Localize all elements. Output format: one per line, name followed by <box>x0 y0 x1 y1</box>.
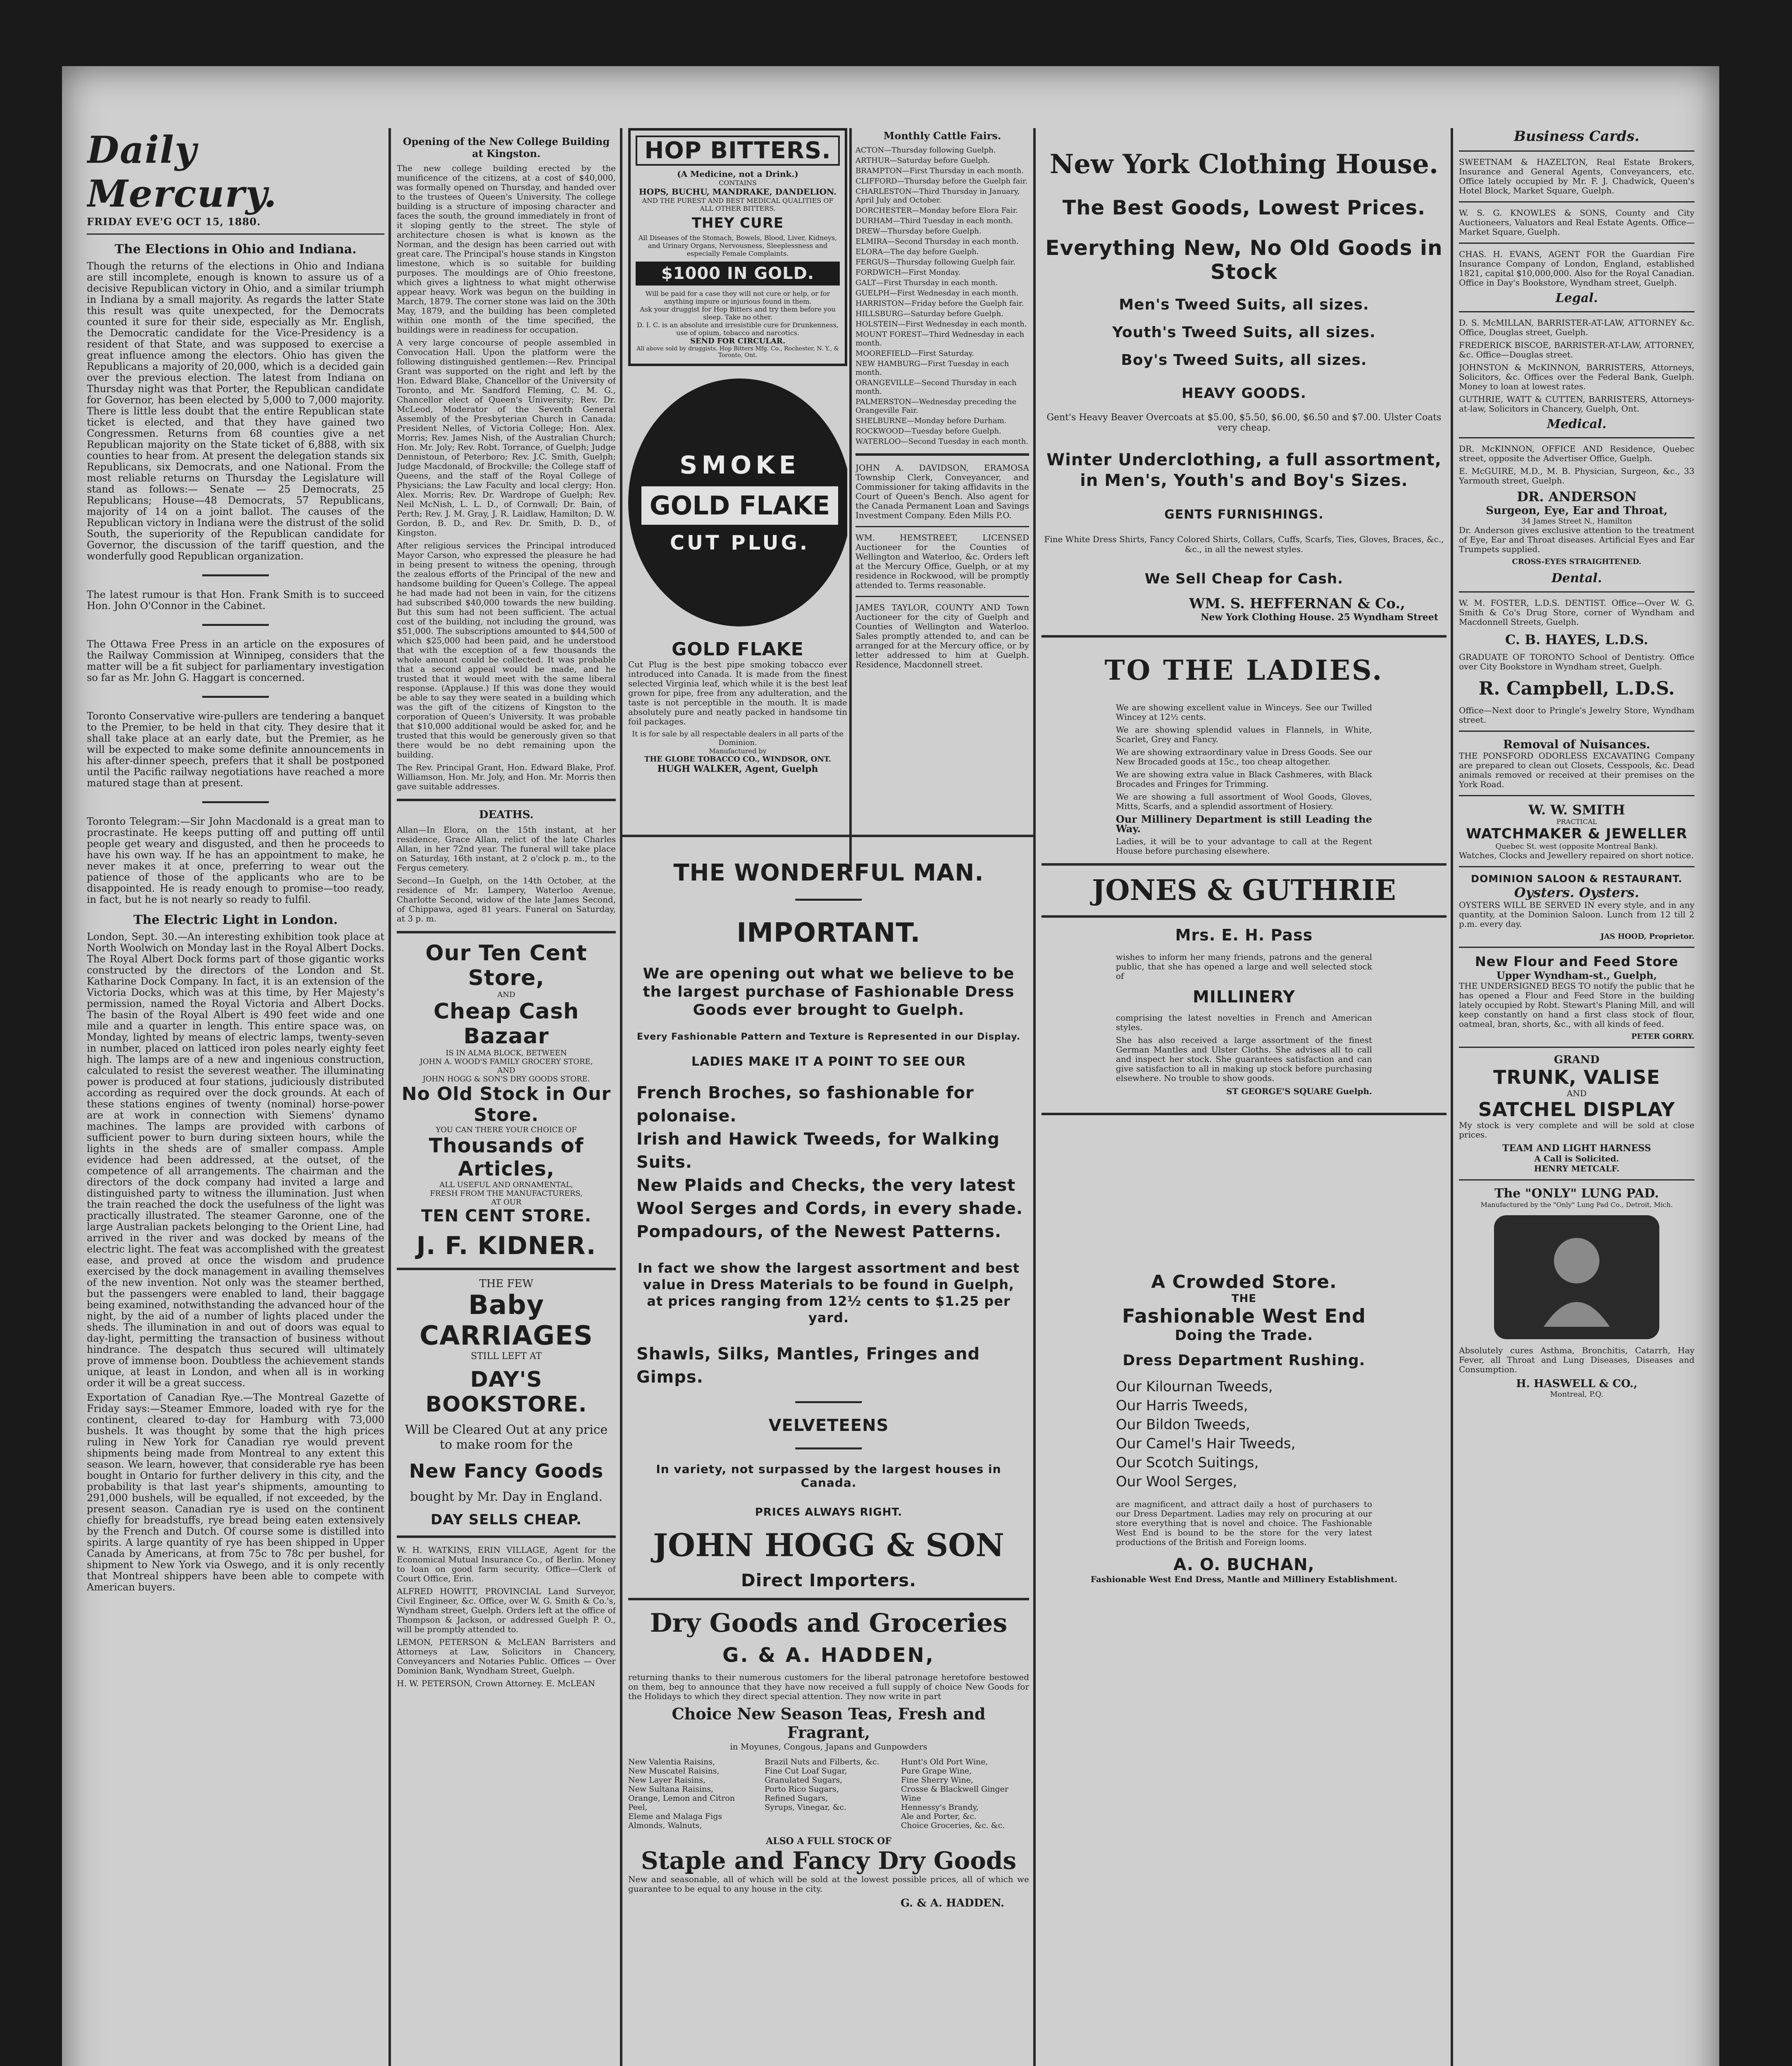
ad-line: THE FEW <box>479 1278 534 1290</box>
ad-line: Gent's Heavy Beaver Overcoats at $5.00, $5.50, $6.00, $6.50 and $7.00. Ulster Coats very cheap. <box>1046 412 1442 433</box>
fair-entry: GUELPH—First Wednesday in each month. <box>855 289 1019 298</box>
business-card: CHAS. H. EVANS, AGENT FOR the Guardian Fire Insurance Company of London, England, established 1821, capital $10,000,000. Also for the Royal Canadian. Office in Day's Bookstore, Wyndham street, Guelph. <box>1459 249 1694 288</box>
ad-line: Every Fashionable Pattern and Texture is Represented in our Display. <box>636 1032 1021 1042</box>
ad-line: Boy's Tweed Suits, all sizes. <box>1121 352 1367 369</box>
tweed-item: Our Kilournan Tweeds, <box>1116 1378 1273 1395</box>
ad-line: Our Millinery Department is still Leading the Way. <box>1116 813 1372 835</box>
ad-line: ST GEORGE'S SQUARE Guelph. <box>1226 1086 1372 1096</box>
hadden-goods-table <box>628 1757 1029 1830</box>
ad-line: STILL LEFT AT <box>471 1351 542 1361</box>
article-paragraph: The Ottawa Free Press in an article on the exposures of the Railway Commission at Winnipeg, considers that the matter will be a fit subject for parliamentary investigation so far as Mr. John G. Haggart is concerned. <box>87 638 384 683</box>
section-heading: Business Cards. <box>1514 128 1639 145</box>
ad-headline: THE WONDERFUL MAN. <box>673 859 984 886</box>
article-paragraph: After religious services the Principal introduced Mayor Carson, who expressed the pleasure he had in being present to witness the opening, through the zealous efforts of the Principal of the new and handsome building for Queen's College. The appeal he had made had not been in vain, for the citizens had subscribed $40,000 towards the new building. But this sum had not been sufficient. The actual cost of the building, not including the ground, was $51,000. The subscriptions amounted to $44,500 of which $25,000 had been paid, and he understood that with the exception of a few thousands the whole amount could be collected. It was probable that a second appeal would be made, and he trusted that it would meet with the same liberal response. (Applause.) If this was done they would be able to say they were seated in a building which was the gift of the citizens of Kingston to the corporation of Queen's University. It was probable that $10,000 additional would be asked for, and he trusted that this would be generously given so that there would be no debt remaining upon the building. <box>397 540 616 759</box>
column-5 <box>1459 128 1694 2066</box>
card-line: CROSS-EYES STRAIGHTENED. <box>1512 557 1642 566</box>
dateline: FRIDAY EVE'G OCT 15, 1880. <box>87 216 261 228</box>
card-heading: TRUNK, VALISE <box>1493 1066 1660 1088</box>
fair-entry: MOUNT FOREST—Third Wednesday in each month. <box>855 330 1025 348</box>
business-card: LEMON, PETERSON & McLEAN Barristers and Attorneys at Law, Solicitors in Chancery, Conveyancers and Notaries Public. Offices — Over Dominion Bank, Wyndham Street, Guelph. <box>397 1637 616 1676</box>
fairs-title: Monthly Cattle Fairs. <box>883 130 1001 142</box>
card-line: PRACTICAL <box>1556 818 1597 826</box>
tweed-item: Our Bildon Tweeds, <box>1116 1416 1250 1433</box>
death-notice: Allan—In Elora, on the 15th instant, at her residence, Grace Allan, relict of the late Charles Allan, in her 72nd year. The funeral will take place on Saturday, 16th instant, at 2 o'clock p. m., to the Fergus cemetery. <box>397 825 616 873</box>
card-line: 34 James Street N., Hamilton <box>1521 517 1632 526</box>
ad-line: Doing the Trade. <box>1175 1327 1313 1344</box>
ad-line: in Moyunes, Congous, Japans and Gunpowders <box>730 1742 927 1752</box>
business-card: H. W. PETERSON, Crown Attorney. E. McLEAN <box>397 1678 595 1688</box>
section-heading: Medical. <box>1547 417 1607 431</box>
section-heading: Legal. <box>1555 291 1598 305</box>
ad-line: bought by Mr. Day in England. <box>410 1490 603 1504</box>
fair-entry: GALT—First Thursday in each month. <box>855 278 998 287</box>
ad-headline: TO THE LADIES. <box>1104 654 1384 686</box>
ad-line: We are showing splendid values in Flannels, in White, Scarlet, Grey and Fancy. <box>1116 725 1372 744</box>
fair-entry: SHELBURNE—Monday before Durham. <box>855 417 1007 425</box>
article-paragraph: The Rev. Principal Grant, Hon. Edward Blake, Prof. Williamson, Hon. Mr. Joly, and Hon. Mr. Morris then gave suitable addresses. <box>397 762 616 791</box>
newspaper-page <box>62 66 1719 2066</box>
ad-line: THEY CURE <box>691 215 784 231</box>
ad-headline: Fashionable West End <box>1122 1305 1366 1327</box>
ad-line: LADIES MAKE IT A POINT TO SEE OUR <box>691 1054 966 1069</box>
ad-line: $1000 IN GOLD. <box>636 262 840 286</box>
card-line: Upper Wyndham-st., Guelph, <box>1496 969 1657 981</box>
business-card: WM. HEMSTREET, LICENSED Auctioneer for the Counties of Wellington and Waterloo, &c. Orders left at the Mercury Office, Guelph, or at my residence in Rockwood, will be promptly attended to. Terms reasonable. <box>855 533 1029 590</box>
fair-entry: DURHAM—Third Tuesday in each month. <box>855 217 1013 225</box>
business-card: OYSTERS WILL BE SERVED IN every style, and in any quantity, at the Dominion Saloon. Lunch from 12 till 2 p.m. every day. <box>1459 900 1694 929</box>
business-card: ALFRED HOWITT, PROVINCIAL Land Surveyor, Civil Engineer, &c. Office, over W. G. Smith & Co.'s, Wyndham street, Guelph. Orders left at the office of Thompson & Jackson, or addressed Guelph P. O., will be promptly attended to. <box>397 1586 616 1634</box>
goods-item: Crosse & Blackwell Ginger Wine <box>901 1785 1008 1803</box>
ad-signature: WM. S. HEFFERNAN & Co., <box>1189 595 1405 612</box>
ad-line: We are opening out what we believe to be the largest purchase of Fashionable Dress Goods ever brought to Guelph. <box>643 965 1015 1019</box>
business-card: GRADUATE OF TORONTO School of Dentistry. Office over City Bookstore in Wyndham street, Guelph. <box>1459 652 1694 671</box>
ad-headline: HEAVY GOODS. <box>1182 385 1306 402</box>
card-heading: The "ONLY" LUNG PAD. <box>1494 1186 1659 1201</box>
fair-entry: HOLSTEIN—First Wednesday in each month. <box>855 320 1027 328</box>
column-3-lower <box>628 843 1029 2066</box>
ad-headline: Dry Goods and Groceries <box>650 1608 1008 1638</box>
days-bookstore-ad <box>397 1278 616 1528</box>
article-headline: Opening of the New College Building at Kingston. <box>403 136 610 159</box>
ad-headline: IMPORTANT. <box>736 918 921 948</box>
hop-bitters-ad <box>628 128 847 366</box>
goods-item: Brazil Nuts and Filberts, &c. <box>765 1757 879 1766</box>
goods-item: Eleme and Malaga Figs <box>628 1812 722 1821</box>
lung-pad-portrait-engraving <box>1494 1215 1659 1339</box>
card-heading: WATCHMAKER & JEWELLER <box>1466 826 1687 842</box>
ad-line: Thousands of Articles, <box>429 1134 584 1181</box>
goods-item: Ale and Porter, &c. <box>901 1812 977 1821</box>
ad-headline: Winter Underclothing, a full assortment, in Men's, Youth's and Boy's Sizes. <box>1046 450 1442 490</box>
fair-entry: ELMIRA—Second Thursday in each month. <box>855 237 1019 246</box>
goods-item: Fine Sherry Wine, <box>901 1776 974 1785</box>
deaths-title: DEATHS. <box>479 809 534 821</box>
card-line: Surgeon, Eye, Ear and Throat, <box>1486 505 1668 517</box>
tweed-item: Our Camel's Hair Tweeds, <box>1116 1435 1296 1452</box>
ad-line: DAY'S BOOKSTORE. <box>425 1367 587 1417</box>
ad-line: AT OUR <box>491 1198 522 1207</box>
column-divider <box>620 128 622 2066</box>
card-line: TEAM AND LIGHT HARNESS <box>1502 1143 1651 1154</box>
article-paragraph: Though the returns of the elections in Ohio and Indiana are still incomplete, enough is known to assure us of a decisive Republican victory in Ohio, and a similar triumph in Indiana by a small majority. As regards the latter State this result was quite unexpected, for the Democrats counted it sure for their side, especially as Mr. English, the Democratic candidate for the Vice-Presidency is a resident of that State, and was supposed to exercise a great influence among the electors. Ohio has given the Republicans a majority of 20,000, which is a decided gain over the previous election. The latest from Indiana on Thursday night was that Porter, the Republican candidate for Governor, has been elected by 5,000 to 7,000 majority. There is little less doubt that the entire Republican state ticket is elected, and that they have gained two Congressmen. Returns from 68 counties give a net Republican majority on the State ticket of 6,888, with six counties to hear from. At present the delegation stands six Republicans, six Democrats, and one National. From the most reliable returns on Thursday the Legislature will stand as follows:— Senate — 25 Democrats, 25 Republicans; House—48 Democrats, 57 Republicans, majority of 14 on a joint ballot. The causes of the Republican victory in Indiana were the distrust of the solid South, the superiority of the Republican candidate for Governor, the discussion of the tariff question, and the wonderfully good Republican organization. <box>87 260 384 562</box>
ad-headline: G. & A. HADDEN, <box>722 1644 935 1667</box>
card-line: AND <box>1567 1088 1587 1098</box>
card-heading: C. B. HAYES, L.D.S. <box>1505 632 1648 647</box>
ad-signature: G. & A. HADDEN. <box>901 1897 1004 1909</box>
goods-list <box>628 1757 756 1830</box>
goods-item: Almonds, Walnuts, <box>628 1821 702 1830</box>
article-paragraph: The new college building erected by the munificence of the citizens, at a cost of $40,000, was formally opened on Thursday, and handed over to the trustees of Queen's University. The college building is a structure of imposing character and faces the south, the ground immediately in front of it sloping gently to the street. The style of architecture chosen is what is known as the Norman, and the design has been carried out with great care. The Principal's house stands in Kingston limestone, which is so suitable for building purposes. The mouldings are of Ohio freestone, which gives a lightness to what might otherwise appear heavy. Work was begun on the building in March, 1879. The corner stone was laid on the 30th May, 1879, and the building has been completed within one month of the time specified, the buildings were in readiness for occupation. <box>397 163 616 335</box>
ad-headline: MILLINERY <box>1193 988 1295 1007</box>
fair-entry: CHARLESTON—Third Thursday in January, April July and October. <box>855 187 1020 205</box>
ad-line: We are showing extra value in Black Cashmeres, with Black Brocades and Fringes for Trimming. <box>1116 769 1372 789</box>
ad-line: are magnificent, and attract daily a host of purchasers to our Dress Department. Ladies may rely on procuring at our store everything that is novel and choice. The Fashionable West End is bound to be the store for the very latest productions of the British and Foreign looms. <box>1116 1499 1372 1547</box>
card-line: PETER GORRY. <box>1631 1032 1694 1041</box>
tweeds-list <box>1041 1377 1446 1491</box>
ad-line: SEND FOR CIRCULAR. <box>690 337 786 345</box>
ad-line: It is for sale by all respectable dealers in all parts of the Dominion. <box>631 730 844 747</box>
fair-entry: ACTON—Thursday following Guelph. <box>855 146 996 155</box>
business-card: JAMES TAYLOR, COUNTY AND Town Auctioneer for the city of Guelph and Counties of Wellington and Waterloo. Sales promptly attended to, and can be arranged for at the Mercury office, or by letter addressed to him at Guelph. Residence, Macdonnell street. <box>855 602 1029 669</box>
tweed-item: Our Harris Tweeds, <box>1116 1397 1248 1414</box>
ad-line: returning thanks to their numerous customers for the liberal patronage heretofore bestowed on them, beg to announce that they have now received a full supply of choice New Goods for the Holidays to which they direct special attention. They now write in part <box>628 1672 1029 1701</box>
ad-line: Fine White Dress Shirts, Fancy Colored Shirts, Collars, Cuffs, Scarfs, Ties, Gloves, Braces, &c., &c., in all the newest styles. <box>1044 534 1444 554</box>
goods-item: Hunt's Old Port Wine, <box>901 1757 988 1766</box>
goods-item: Porto Rico Sugars, <box>765 1785 839 1794</box>
card-heading: Oysters. Oysters. <box>1514 885 1639 900</box>
ad-line: Baby CARRIAGES <box>419 1290 593 1351</box>
ad-line: We are showing extraordinary value in Dress Goods. See our New Brocaded goods at 15c., too cheap altogether. <box>1116 747 1372 766</box>
fair-entry: DREW—Thursday before Guelph. <box>855 227 982 236</box>
card-heading: R. Campbell, L.D.S. <box>1478 678 1675 699</box>
ad-line: Men's Tweed Suits, all sizes. <box>1119 296 1369 313</box>
pass-ad-body <box>1116 952 1372 1096</box>
logo-text: CUT PLUG. <box>670 531 810 555</box>
column-1 <box>87 128 384 2066</box>
fair-entry: MOOREFIELD—First Saturday. <box>855 349 975 358</box>
ad-line: ALSO A FULL STOCK OF <box>766 1836 891 1847</box>
fairs-list <box>855 146 1029 446</box>
ad-headline: Choice New Season Teas, Fresh and Fragrant, <box>672 1704 986 1742</box>
ad-line: IS IN ALMA BLOCK, BETWEEN <box>446 1049 567 1057</box>
column-divider <box>1033 128 1036 2066</box>
article-paragraph: Toronto Telegram:—Sir John Macdonald is a great man to procrastinate. He keeps putting off and putting off until people get weary and disgusted, and then he proceeds to have his own way. If he has an appointment to make, he never makes it at once, preferring to wear out the patience of those of the applicants who are to be disappointed. He is ready enough to promise—too ready, in fact, but he is not nearly so ready to fulfil. <box>87 816 384 905</box>
card-heading: GRAND <box>1554 1054 1600 1066</box>
business-card: THE PONSFORD ODORLESS EXCAVATING Company are prepared to clean out Closets, Cesspools, &c. Dead animals removed or received at their premises on the York Road. <box>1459 751 1694 789</box>
ad-line: In variety, not surpassed by the largest houses in Canada. <box>656 1462 1001 1490</box>
logo-text: GOLD FLAKE <box>641 486 838 525</box>
business-card: JOHNSTON & McKINNON, BARRISTERS, Attorneys, Solicitors, &c. Offices over the Federal Bank, Guelph. Money to loan at lowest rates. <box>1459 362 1694 391</box>
goods-list <box>901 1757 1029 1830</box>
fair-entry: BRAMPTON—First Thursday in each month. <box>855 167 1024 175</box>
business-card: FREDERICK BISCOE, BARRISTER-AT-LAW, ATTORNEY, &c. Office—Douglas street. <box>1459 340 1694 359</box>
ad-headline: Mrs. E. H. Pass <box>1175 926 1313 944</box>
goods-item: Orange, Lemon and Citron Peel, <box>628 1794 735 1812</box>
ad-line: TEN CENT STORE. <box>421 1207 591 1226</box>
ad-line: New Fancy Goods <box>409 1460 604 1482</box>
ad-title: HOP BITTERS. <box>636 136 840 166</box>
ad-line: Shawls, Silks, Mantles, Fringes and Gimps. <box>636 1345 980 1387</box>
ad-line: Manufactured by <box>709 747 767 755</box>
fair-entry: ROCKWOOD—Tuesday before Guelph. <box>855 427 1001 436</box>
column-4 <box>1041 128 1446 2066</box>
ad-line: Irish and Hawick Tweeds, for Walking Suits. <box>636 1130 1000 1172</box>
ad-headline: JONES & GUTHRIE <box>1092 874 1396 907</box>
ad-headline: GENTS FURNISHINGS. <box>1164 507 1324 522</box>
article-paragraph: Toronto Conservative wire-pullers are tendering a banquet to the Premier, to be held in that city. They desire that it shall take place at an early date, but the Premier, as he will be expected to make some definite announcements in his after-dinner speech, prefers that it shall be postponed until the Pacific railway negotiations have reached a more matured stage than at present. <box>87 710 384 789</box>
card-line: A Call is Solicited. <box>1534 1154 1619 1164</box>
ad-line: Wool Serges and Cords, in every shade. <box>636 1199 1023 1218</box>
fair-entry: FORDWICH—First Monday. <box>855 268 960 277</box>
section-heading: Dental. <box>1551 571 1602 586</box>
kidner-ad <box>397 941 616 1260</box>
card-heading: W. W. SMITH <box>1528 802 1625 818</box>
ad-line: Will be Cleared Out at any price to make room for the <box>405 1423 608 1452</box>
ad-line: YOU CAN THERE YOUR CHOICE OF <box>436 1126 577 1134</box>
card-heading: New Flour and Feed Store <box>1475 954 1678 969</box>
column-divider <box>388 128 391 2066</box>
ad-line: THE GLOBE TOBACCO CO., WINDSOR, ONT. <box>644 755 832 764</box>
goods-item: Choice Groceries, &c. &c. <box>901 1821 1005 1830</box>
ad-line: ALL USEFUL AND ORNAMENTAL, <box>439 1181 573 1189</box>
ad-line: Ladies, it will be to your advantage to call at the Regent House before purchasing elsewhere. <box>1116 836 1372 856</box>
goods-item: New Valentia Raisins, <box>628 1757 715 1766</box>
column-divider <box>849 128 852 872</box>
business-card: E. McGUIRE, M.D., M. B. Physician, Surgeon, &c., 33 Yarmouth street, Guelph. <box>1459 466 1694 486</box>
ad-line: We are showing excellent value in Winceys. See our Twilled Wincey at 12½ cents. <box>1116 702 1372 722</box>
card-line: Dr. Anderson gives exclusive attention to the treatment of Eye, Ear and Throat diseases. Artificial Eyes and Ear Trumpets supplied. <box>1459 525 1694 554</box>
fair-entry: PALMERSTON—Wednesday preceding the Orangeville Fair. <box>855 397 1017 415</box>
ad-line: AND <box>497 990 515 999</box>
card-heading: SATCHEL DISPLAY <box>1478 1098 1675 1121</box>
ad-headline: Staple and Fancy Dry Goods <box>641 1847 1017 1875</box>
ad-line: THE <box>1231 1292 1257 1305</box>
card-line: My stock is very complete and will be sold at close prices. <box>1459 1120 1694 1140</box>
ad-line: Will be paid for a case they will not cure or help, or for anything impure or injurious found in them. <box>645 290 830 305</box>
goods-item: Fine Cut Loaf Sugar, <box>765 1766 847 1776</box>
article-headline: The Elections in Ohio and Indiana. <box>114 242 357 257</box>
fair-entry: NEW HAMBURG—First Tuesday in each month. <box>855 359 1009 377</box>
card-heading: Removal of Nuisances. <box>1503 738 1650 751</box>
ad-line: Cut Plug is the best pipe smoking tobacco ever introduced into Canada. It is made from the finest selected Virginia leaf, which while it is the best leaf grown for pipe, free from any adulteration, and the taste is not perceptible in the mouth. It is made absolutely pure and neatly packed in handsome tin foil packages. <box>628 659 847 726</box>
business-card: W. M. FOSTER, L.D.S. DENTIST. Office—Over W. G. Smith & Co's Drug Store, corner of Wyndham and Macdonnell Streets, Guelph. <box>1459 598 1694 627</box>
ad-line: No Old Stock in Our Store. <box>401 1083 611 1126</box>
ad-line: DAY SELLS CHEAP. <box>431 1511 582 1528</box>
goods-item: Hennessy's Brandy, <box>901 1803 979 1812</box>
tweed-item: Our Wool Serges, <box>1116 1473 1237 1490</box>
fair-entry: HARRISTON—Friday before the Guelph fair. <box>855 299 1024 308</box>
ad-line: In fact we show the largest assortment and best value in Dress Materials to be found in Guelph, at prices ranging from 12½ cents to $1.25 per yard. <box>637 1260 1020 1326</box>
card-line: HENRY METCALF. <box>1534 1164 1620 1173</box>
article-paragraph: A very large concourse of people assembled in Convocation Hall. Upon the platform were the following distinguished gentlemen:—Rev. Principal Grant was supported on the right and left by the Hon. Edward Blake, Chancellor of the University of Toronto, and Mr. Sandford Fleming, C. M. G., Chancellor elect of Queen's University; Rev. Dr. McLeod, Moderator of the Seventh General Assembly of the Presbyterian Church in Canada; President Nelles, of Victoria College; Hon. Alex. Morris; Rev. James Nish, of the Australian Church; Hon. Mr. Joly; Rev. Robt. Torrance, of Guelph; Judge Dennistoun, of Peterboro; Rev. J.C. Smith, Guelph; Judge Macdonald, of Brockville; the College staff of Queens, and the staff of the Royal College of Physicians; the Law Faculty and local clergy; Hon. Alex. Morris; Rev. Dr. Wardrope of Guelph; Rev. Neil McNish, L. L. D., of Cornwall; Dr. Bain, of Perth; Rev. J. M. Gray, J. R. Laidlaw, Hamilton; D. W. Gordon, B. D., and Rev. Dr. Smith, D. D., of Kingston. <box>397 338 616 538</box>
ad-line: New and seasonable, all of which will be sold at the lowest possible prices, all of which we guarantee to be equal to any house in the city. <box>628 1874 1029 1894</box>
ad-headline: Direct Importers. <box>741 1570 917 1590</box>
goods-item: New Layer Raisins, <box>628 1776 706 1785</box>
goods-item: New Muscatel Raisins, <box>628 1766 720 1776</box>
ad-line: New York Clothing House. 25 Wyndham Street <box>1201 612 1438 623</box>
goods-list <box>765 1757 893 1830</box>
business-card: GUTHRIE, WATT & CUTTEN, BARRISTERS, Attorneys-at-law, Solicitors in Chancery, Guelph, Ont. <box>1459 394 1694 414</box>
goods-item: Syrups, Vinegar, &c. <box>765 1803 847 1812</box>
ad-line: Fashionable West End Dress, Mantle and Millinery Establishment. <box>1090 1574 1398 1584</box>
card-heading: DR. ANDERSON <box>1517 489 1637 505</box>
ad-line: Youth's Tweed Suits, all sizes. <box>1112 324 1376 341</box>
card-line: Absolutely cures Asthma, Bronchitis, Catarrh, Hay Fever, all Throat and Lung Diseases, Diseases and Consumption. <box>1459 1345 1694 1374</box>
ad-headline: Dress Department Rushing. <box>1122 1352 1365 1369</box>
ad-headline: Everything New, No Old Goods in Stock <box>1045 236 1443 284</box>
ad-line: (A Medicine, not a Drink.) <box>677 169 798 179</box>
business-card: D. S. McMILLAN, BARRISTER-AT-LAW, ATTORNEY &c. Office, Douglas street, Guelph. <box>1459 318 1694 337</box>
ad-line: JOHN HOGG & SON'S DRY GOODS STORE. <box>422 1075 590 1083</box>
article-paragraph: London, Sept. 30.—An interesting exhibition took place at North Woolwich on Monday last in the Royal Albert Docks. The Royal Albert Dock forms part of those gigantic works constructed by the directors of the London and St. Katharine Dock Company. In fact, it is an extension of the Victoria Docks, which was at this time, by Her Majesty's permission, named the Royal Victoria and Albert Docks. The basin of the Royal Albert is 490 feet wide and one mile and a quarter in length. This entire space was, on Monday, lighted by means of electric lamps, twenty-seven in number, placed on latticed iron poles nearly eighty feet high. The lamps are of a new and ingenious construction, calculated to resist the severest weather. The illuminating power is produced at four stations, judiciously distributed according as required over the dock grounds. At each of these stations engines of twenty (nominal) horse-power are at work in connection with Siemens' dynamo machines. The lamps are provided with carbons of sufficient power to burn during sixteen hours, while the lights in the sheds are of smaller compass. Ample evidence had been addressed, at the outset, of the competence of all arrangements. The chairman and the directors of the dock company had invited a large and distinguished party to witness the illumination. Just when the train reached the dock the usefulness of the light was practically illustrated. The steamer Garonne, one of the large Australian packets belonging to the Orient Line, had arrived in the river and was docked by means of the electric light. The feat was accomplished with the greatest ease, and proved at once the wisdom and prudence exercised by the dock management in availing themselves of the new invention. Not only was the steamer berthed, but the passengers were enabled to land, their baggage being examined, notwithstanding the advanced hour of the night, by the aid of a number of lights placed under the sheds. The illumination in and out of doors was equal to day-light, permitting the transaction of business without hindrance. The despatch thus secured will ultimately prove of immense boon. Doubtless the achievement stands unique, at least in London, and when all is in working order it will be a great success. <box>87 931 384 1389</box>
ladies-ad-body <box>1116 703 1372 856</box>
fair-entry: CLIFFORD—Thursday before the Guelph fair. <box>855 177 1028 186</box>
card-line: JAS HOOD, Proprietor. <box>1600 932 1694 941</box>
fair-entry: WATERLOO—Second Tuesday in each month. <box>855 437 1029 446</box>
column-3b-fairs <box>855 128 1029 880</box>
ad-line: French Broches, so fashionable for polonaise. <box>636 1083 974 1126</box>
tweed-item: Our Scotch Suitings, <box>1116 1454 1259 1471</box>
ad-line: J. F. KIDNER. <box>416 1231 596 1260</box>
logo-text: SMOKE <box>679 450 800 480</box>
goods-item: Granulated Sugars, <box>765 1776 843 1785</box>
ad-headline: A Crowded Store. <box>1151 1271 1337 1292</box>
article-headline: The Electric Light in London. <box>133 913 338 927</box>
column-3-top-ads <box>628 128 847 884</box>
ad-line: CONTAINS <box>719 179 757 187</box>
fair-entry: HILLSBURG—Saturday before Guelph. <box>855 309 1003 318</box>
fair-entry: FERGUS—Thursday following Guelph fair. <box>855 258 1015 267</box>
death-notice: Second—In Guelph, on the 14th October, at the residence of Mr. Lampery, Waterloo Avenue, Charlotte Second, widow of the late James Second, of Chippawa, aged 81 years. Funeral on Saturday, at 3 p. m. <box>397 876 616 924</box>
ad-line: HUGH WALKER, Agent, Guelph <box>657 764 818 774</box>
ad-headline: We Sell Cheap for Cash. <box>1144 571 1344 587</box>
ad-line: wishes to inform her many friends, patrons and the general public, that she has opened a large and well selected stock of <box>1116 952 1372 981</box>
goods-item: Pure Grape Wine, <box>901 1766 972 1776</box>
ad-line: Our Ten Cent Store, <box>425 941 587 990</box>
ad-signature: A. O. BUCHAN, <box>1173 1555 1315 1574</box>
goods-item: Refined Sugars, <box>765 1794 828 1803</box>
ad-line: New Plaids and Checks, the very latest <box>636 1176 1016 1195</box>
ad-line: JOHN A. WOOD'S FAMILY GROCERY STORE, <box>419 1057 593 1066</box>
fair-entry: ORANGEVILLE—Second Thursday in each month. <box>855 378 1017 396</box>
gold-flake-oval-logo <box>628 378 847 626</box>
ad-headline: New York Clothing House. <box>1049 149 1439 180</box>
fair-entry: ARTHUR—Saturday before Guelph. <box>855 156 990 165</box>
business-card: W. S. G. KNOWLES & SONS, County and City Auctioneers, Valuators and Real Estate Agents. Office—Market Square, Guelph. <box>1459 208 1694 237</box>
business-card: JOHN A. DAVIDSON, ERAMOSA Township Clerk, Conveyancer, and Commissioner for taking affidavits in the Court of Queen's Bench. Also agent for the Canada Permanent Loan and Savings Investment Company. Eden Mills P.O. <box>855 463 1029 520</box>
blank-space <box>1041 1123 1446 1271</box>
ad-line: All Diseases of the Stomach, Bowels, Blood, Liver, Kidneys, and Urinary Organs, Nervousness, Sleeplessness and especially Female Complaints. <box>638 234 837 257</box>
ad-line: AND THE PUREST AND BEST MEDICAL QUALITIES OF ALL OTHER BITTERS. <box>642 197 834 212</box>
ad-line: HOPS, BUCHU, MANDRAKE, DANDELION. <box>639 187 837 197</box>
ad-line: Cheap Cash Bazaar <box>433 999 579 1049</box>
ad-line: We are showing a full assortment of Wool Goods, Gloves, Mitts, Scarfs, and a splendid assortment of Hosiery. <box>1116 792 1372 811</box>
business-card: DR. McKINNON, OFFICE AND Residence, Quebec street, opposite the Advertiser Office, Guelph. <box>1459 444 1694 463</box>
section-divider <box>620 835 1033 837</box>
ad-line: All above sold by druggists. Hop Bitters Mfg. Co., Rochester, N. Y., & Toronto, Ont. <box>636 345 839 359</box>
ad-line: PRICES ALWAYS RIGHT. <box>755 1506 903 1519</box>
ad-line: FRESH FROM THE MANUFACTURERS, <box>430 1189 583 1198</box>
ad-line: comprising the latest novelties in French and American styles. <box>1116 1013 1372 1032</box>
ad-line: Ask your druggist for Hop Bitters and try them before you sleep. Take no other. <box>640 305 836 321</box>
card-line: Quebec St. west (opposite Montreal Bank). <box>1495 842 1658 851</box>
ad-line: Pompadours, of the Newest Patterns. <box>636 1222 1002 1241</box>
article-paragraph: Exportation of Canadian Rye.—The Montreal Gazette of Friday says:—Steamer Emmore, loaded with rye for the continent, cleared to-day for Hamburg with 73,000 bushels. It was thought by some that the high prices ruling in New York for Canadian rye would prevent shipments being made from Montreal to any extent this season. We learn, however, that considerable rye has been bought in Ontario for further delivery in this city, and the probability is that last year's shipments, amounting to 291,000 bushels, will be equalled, if not exceeded, by the present season. Canadian rye is used on the continent chiefly for breadstuffs, rye bread being eaten extensively by the French and Dutch. Of course some is distilled into spirits. A large quantity of rye has been shipped in Upper Canada by Americans, at from 75c to 78c per bushel, for shipment to New York via Oswego, and it is only recently that Montreal shippers have been able to compete with American buyers. <box>87 1392 384 1593</box>
fair-entry: ELORA—The day before Guelph. <box>855 248 979 256</box>
card-line: Watches, Clocks and Jewellery repaired on short notice. <box>1459 850 1694 860</box>
ad-headline: JOHN HOGG & SON <box>653 1527 1004 1564</box>
business-card: Office—Next door to Pringle's Jewelry Store, Wyndham street. <box>1459 705 1694 725</box>
card-heading: H. HASWELL & CO., <box>1516 1378 1637 1390</box>
card-line: Montreal, P.Q. <box>1550 1390 1604 1399</box>
column-divider <box>1451 128 1453 2066</box>
ad-title: GOLD FLAKE <box>672 639 804 660</box>
goods-item: New Sultana Raisins, <box>628 1785 714 1794</box>
ad-headline: The Best Goods, Lowest Prices. <box>1062 196 1426 219</box>
ad-headline: VELVETEENS <box>768 1416 889 1435</box>
masthead: Daily Mercury. <box>87 128 278 216</box>
business-card: THE UNDERSIGNED BEGS TO notify the public that he has opened a Flour and Feed Store in the building lately occupied by Robt. Stewart's Planing Mill, and will keep constantly on hand a first class stock of flour, oatmeal, bran, shorts, &c., with all kinds of feed. <box>1459 981 1694 1029</box>
column-2 <box>397 128 616 2066</box>
ad-line: AND <box>497 1066 515 1075</box>
business-card: SWEETNAM & HAZELTON, Real Estate Brokers, Insurance and General Agents, Conveyancers, etc. Office lately occupied by Mr. F. J. Chadwick, Queen's Hotel Block, Market Square, Guelph. <box>1459 157 1694 195</box>
card-heading: DOMINION SALOON & RESTAURANT. <box>1471 873 1682 885</box>
portrait-icon <box>1539 1228 1614 1327</box>
ad-line: D. I. C. is an absolute and irresistible cure for Drunkenness, use of opium, tobacco and narcotics. <box>637 321 839 337</box>
business-card: W. H. WATKINS, ERIN VILLAGE, Agent for the Economical Mutual Insurance Co., of Berlin. Money to loan on good farm security. Office—Clerk of Court Office, Erin. <box>397 1545 616 1583</box>
ad-line: She has also received a large assortment of the finest German Mantles and Ulster Cloths. She advises all to call and inspect her stock. She guarantees satisfaction and can give satisfaction to all in making up stock before purchasing elsewhere. No trouble to show goods. <box>1116 1035 1372 1083</box>
article-paragraph: The latest rumour is that Hon. Frank Smith is to succeed Hon. John O'Connor in the Cabinet. <box>87 589 384 612</box>
card-line: Manufactured by the "Only" Lung Pad Co., Detroit, Mich. <box>1480 1201 1673 1209</box>
fair-entry: DORCHESTER—Monday before Elora Fair. <box>855 206 1018 215</box>
